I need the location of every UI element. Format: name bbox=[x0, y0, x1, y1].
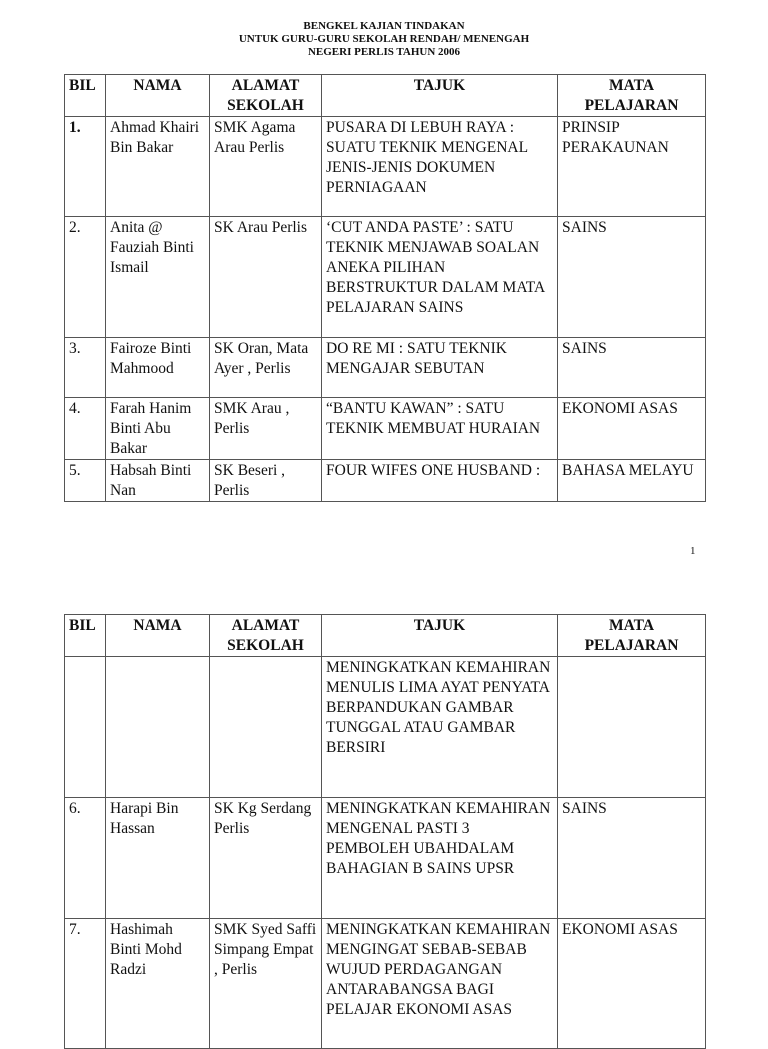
cell-mata-pelajaran: SAINS bbox=[558, 798, 706, 919]
table-row bbox=[65, 117, 706, 217]
table-row bbox=[65, 460, 706, 502]
cell-tajuk: MENINGKATKAN KEMAHIRAN MENGENAL PASTI 3 PEMBOLEH UBAHDALAM BAHAGIAN B SAINS UPSR bbox=[322, 798, 558, 919]
cell-tajuk: DO RE MI : SATU TEKNIK MENGAJAR SEBUTAN bbox=[322, 338, 558, 398]
cell-mata-pelajaran: BAHASA MELAYU bbox=[558, 460, 706, 502]
cell-mata-pelajaran: EKONOMI ASAS bbox=[558, 398, 706, 460]
col-header-tajuk: TAJUK bbox=[322, 75, 558, 117]
doc-title-line3: NEGERI PERLIS TAHUN 2006 bbox=[307, 46, 461, 58]
cell-bil: 1. bbox=[65, 117, 106, 217]
doc-title-line2: UNTUK GURU-GURU SEKOLAH RENDAH/ MENENGAH bbox=[238, 33, 530, 45]
page2-table bbox=[64, 614, 706, 1049]
table-header-row bbox=[65, 75, 706, 117]
table-row bbox=[65, 798, 706, 919]
table-row bbox=[65, 338, 706, 398]
cell-alamat: SMK Agama Arau Perlis bbox=[210, 117, 322, 217]
cell-nama: Ahmad Khairi Bin Bakar bbox=[106, 117, 210, 217]
cell-bil: 7. bbox=[65, 919, 106, 1049]
page1-table bbox=[64, 74, 706, 502]
page-number: 1 bbox=[690, 545, 696, 557]
cell-alamat: SK Beseri , Perlis bbox=[210, 460, 322, 502]
cell-mata-pelajaran bbox=[558, 657, 706, 798]
cell-nama bbox=[106, 657, 210, 798]
table-header-row bbox=[65, 615, 706, 657]
col-header-alamat: ALAMAT SEKOLAH bbox=[210, 75, 322, 117]
cell-nama: Anita @ Fauziah Binti Ismail bbox=[106, 217, 210, 338]
cell-mata-pelajaran: SAINS bbox=[558, 338, 706, 398]
cell-tajuk: MENINGKATKAN KEMAHIRAN MENGINGAT SEBAB-SEBAB WUJUD PERDAGANGAN ANTARABANGSA BAGI PELAJAR EKONOMI ASAS bbox=[322, 919, 558, 1049]
col-header-bil: BIL bbox=[65, 75, 106, 117]
cell-bil: 6. bbox=[65, 798, 106, 919]
table-row bbox=[65, 657, 706, 798]
table-row bbox=[65, 919, 706, 1049]
cell-nama: Fairoze Binti Mahmood bbox=[106, 338, 210, 398]
cell-alamat: SK Kg Serdang Perlis bbox=[210, 798, 322, 919]
table-row bbox=[65, 217, 706, 338]
cell-tajuk: “BANTU KAWAN” : SATU TEKNIK MEMBUAT HURAIAN bbox=[322, 398, 558, 460]
cell-bil: 3. bbox=[65, 338, 106, 398]
col-header-bil: BIL bbox=[65, 615, 106, 657]
cell-alamat: SK Oran, Mata Ayer , Perlis bbox=[210, 338, 322, 398]
cell-tajuk: PUSARA DI LEBUH RAYA : SUATU TEKNIK MENGENAL JENIS-JENIS DOKUMEN PERNIAGAAN bbox=[322, 117, 558, 217]
cell-alamat bbox=[210, 657, 322, 798]
cell-tajuk: ‘CUT ANDA PASTE’ : SATU TEKNIK MENJAWAB SOALAN ANEKA PILIHAN BERSTRUKTUR DALAM MATA PELAJARAN SAINS bbox=[322, 217, 558, 338]
cell-alamat: SMK Arau , Perlis bbox=[210, 398, 322, 460]
col-header-alamat: ALAMAT SEKOLAH bbox=[210, 615, 322, 657]
cell-bil bbox=[65, 657, 106, 798]
cell-bil: 5. bbox=[65, 460, 106, 502]
cell-alamat: SMK Syed Saffi Simpang Empat , Perlis bbox=[210, 919, 322, 1049]
cell-nama: Harapi Bin Hassan bbox=[106, 798, 210, 919]
col-header-nama: NAMA bbox=[106, 75, 210, 117]
cell-alamat: SK Arau Perlis bbox=[210, 217, 322, 338]
cell-mata-pelajaran: PRINSIP PERAKAUNAN bbox=[558, 117, 706, 217]
table-row bbox=[65, 398, 706, 460]
cell-nama: Hashimah Binti Mohd Radzi bbox=[106, 919, 210, 1049]
cell-tajuk: MENINGKATKAN KEMAHIRAN MENULIS LIMA AYAT PENYATA BERPANDUKAN GAMBAR TUNGGAL ATAU GAMBAR BERSIRI bbox=[322, 657, 558, 798]
cell-nama: Farah Hanim Binti Abu Bakar bbox=[106, 398, 210, 460]
cell-bil: 2. bbox=[65, 217, 106, 338]
cell-bil: 4. bbox=[65, 398, 106, 460]
cell-mata-pelajaran: EKONOMI ASAS bbox=[558, 919, 706, 1049]
col-header-tajuk: TAJUK bbox=[322, 615, 558, 657]
cell-mata-pelajaran: SAINS bbox=[558, 217, 706, 338]
cell-tajuk: FOUR WIFES ONE HUSBAND : bbox=[322, 460, 558, 502]
doc-title-line1: BENGKEL KAJIAN TINDAKAN bbox=[303, 20, 465, 32]
col-header-mata-pelajaran: MATA PELAJARAN bbox=[558, 75, 706, 117]
cell-nama: Habsah Binti Nan bbox=[106, 460, 210, 502]
col-header-nama: NAMA bbox=[106, 615, 210, 657]
col-header-mata-pelajaran: MATA PELAJARAN bbox=[558, 615, 706, 657]
